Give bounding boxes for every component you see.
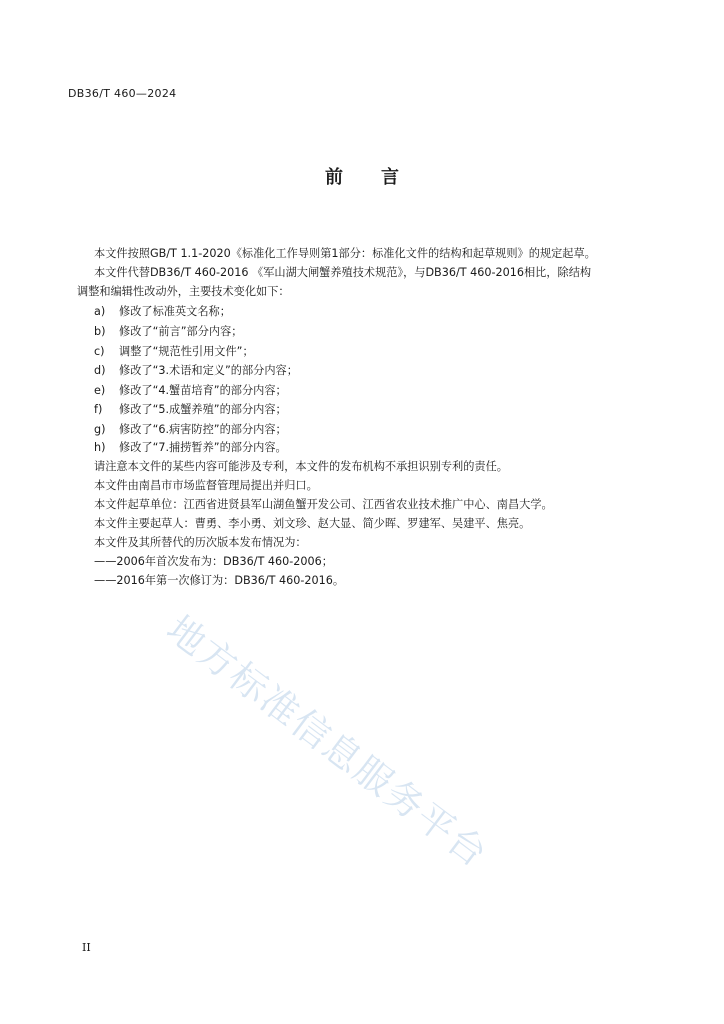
title-char-2: 言	[381, 167, 399, 188]
history-entry: ——2016年第一次修订为：DB36/T 460-2016。	[94, 574, 345, 587]
paragraph-replacement: 本文件代替DB36/T 460-2016 《军山湖大闸蟹养殖技术规范》，与DB36/T 460-2016相比，除结构	[94, 266, 592, 279]
document-code: DB36/T 460—2024	[68, 87, 177, 100]
page-title	[0, 163, 724, 189]
list-item: b) 修改了“前言”部分内容；	[94, 325, 243, 338]
list-item: g) 修改了“6.病害防控”的部分内容；	[94, 423, 287, 436]
list-item: f) 修改了“5.成蟹养殖”的部分内容；	[94, 403, 287, 416]
list-item: a) 修改了标准英文名称；	[94, 305, 231, 318]
list-item: c) 调整了“规范性引用文件”；	[94, 345, 254, 358]
paragraph-replacement-cont: 调整和编辑性改动外，主要技术变化如下：	[77, 285, 290, 298]
list-item: h) 修改了“7.捕捞暂养”的部分内容。	[94, 441, 287, 454]
paragraph-drafting-rule: 本文件按照GB/T 1.1-2020《标准化工作导则第1部分：标准化文件的结构和起草规则》的规定起草。	[94, 247, 596, 260]
history-entry: ——2006年首次发布为：DB36/T 460-2006；	[94, 555, 333, 568]
drafters: 本文件主要起草人：曹勇、李小勇、刘文珍、赵大显、简少晖、罗建军、吴建平、焦亮。	[94, 517, 531, 530]
proposer-note: 本文件由南昌市市场监督管理局提出并归口。	[94, 479, 318, 492]
history-intro: 本文件及其所替代的历次版本发布情况为：	[94, 536, 307, 549]
page-number: II	[82, 941, 91, 954]
list-item: d) 修改了“3.术语和定义”的部分内容；	[94, 364, 298, 377]
patent-notice: 请注意本文件的某些内容可能涉及专利，本文件的发布机构不承担识别专利的责任。	[94, 460, 508, 473]
drafting-units: 本文件起草单位：江西省进贤县军山湖鱼蟹开发公司、江西省农业技术推广中心、南昌大学。	[94, 498, 553, 511]
list-item: e) 修改了“4.蟹苗培育”的部分内容；	[94, 384, 287, 397]
watermark: 地方标准信息服务平台	[158, 607, 497, 877]
title-char-1: 前	[325, 167, 343, 188]
